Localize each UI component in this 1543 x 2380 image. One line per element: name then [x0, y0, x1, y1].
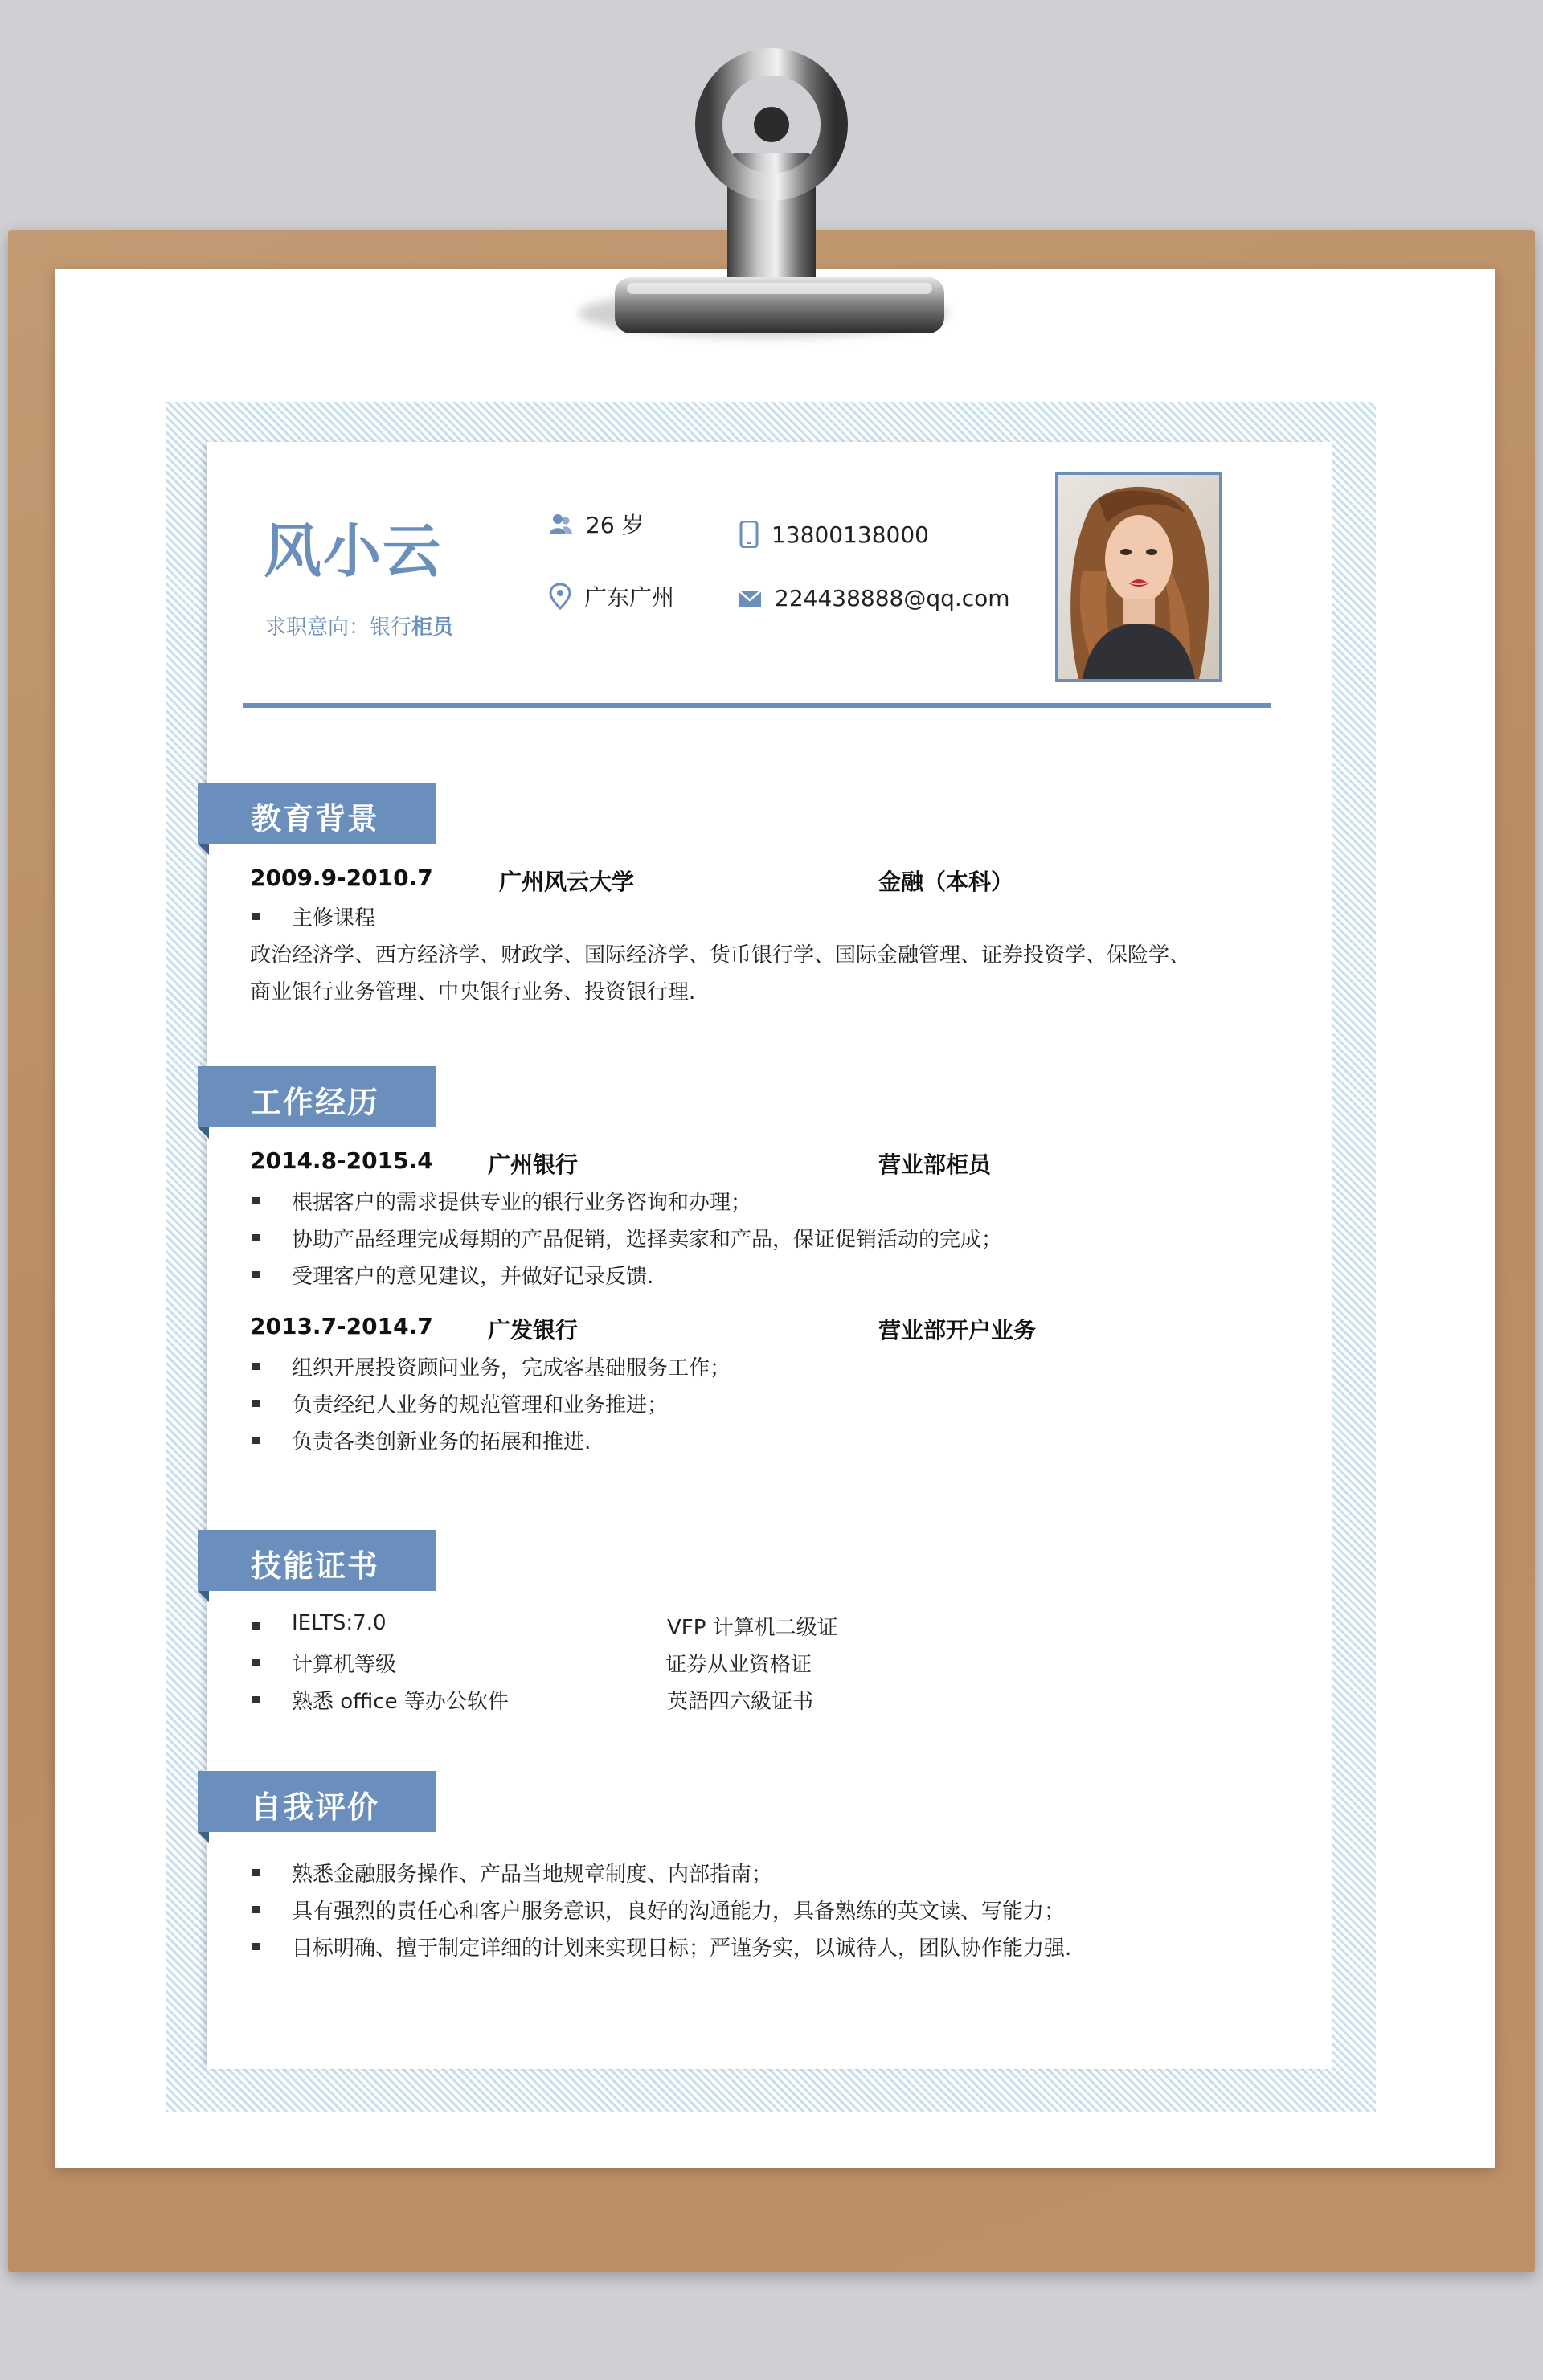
section-label: 技能证书: [251, 1548, 380, 1584]
phone-icon: [739, 521, 759, 548]
job-position: 营业部开户业务: [878, 1317, 1037, 1343]
job-date: 2014.8-2015.4: [250, 1147, 433, 1174]
age-value: 26 岁: [586, 512, 645, 538]
list-item: 主修课程: [292, 902, 375, 931]
location-pin-icon: [549, 583, 571, 610]
section-title-skills: [198, 1530, 436, 1591]
job-intent-role: 柜员: [411, 615, 454, 640]
section-label: 教育背景: [251, 801, 380, 836]
email-value: 224438888@qq.com: [775, 585, 1010, 611]
section-label: 工作经历: [251, 1085, 380, 1120]
job-intent-prefix: 求职意向：银行: [265, 615, 412, 640]
location-info: [549, 580, 674, 612]
list-item: 目标明确、擅于制定详细的计划来实现目标；严谨务实，以诚待人，团队协作能力强.: [292, 1932, 1071, 1961]
courses-line-1: 政治经济学、西方经济学、财政学、国际经济学、货币银行学、国际金融管理、证券投资学、保险学、: [250, 943, 1191, 967]
list-item: 根据客户的需求提供专业的银行业务咨询和办理；: [292, 1186, 751, 1216]
person-icon: [549, 512, 573, 536]
courses-line-2: 商业银行业务管理、中央银行业务、投资银行理.: [250, 980, 696, 1004]
list-item: 组织开展投资顾问业务，完成客基础服务工作；: [292, 1352, 731, 1381]
list-item: 受理客户的意见建议，并做好记录反馈.: [292, 1260, 653, 1290]
section-title-education: [198, 783, 436, 844]
list-item: 熟悉 office 等办公软件: [292, 1685, 509, 1715]
section-label: 自我评价: [251, 1789, 380, 1825]
age-info: [549, 508, 645, 540]
list-item: VFP 计算机二级证: [667, 1616, 838, 1640]
list-item: 协助产品经理完成每期的产品促销，选择卖家和产品，保证促销活动的完成；: [292, 1223, 1002, 1253]
phone-info: [739, 521, 929, 548]
job-date: 2013.7-2014.7: [250, 1313, 433, 1339]
job-position: 营业部柜员: [878, 1151, 992, 1178]
job-intent: [265, 611, 453, 640]
education-school: 广州风云大学: [499, 869, 635, 895]
header-divider: [243, 703, 1271, 708]
mail-icon: [738, 590, 762, 607]
job-company: 广发银行: [488, 1317, 579, 1343]
section-title-self-evaluation: [198, 1771, 436, 1832]
list-item: IELTS:7.0: [292, 1611, 387, 1635]
education-major: 金融（本科）: [878, 869, 1014, 895]
list-item: 英語四六級证书: [667, 1690, 814, 1714]
email-info: [738, 585, 1010, 611]
list-item: 具有强烈的责任心和客户服务意识，良好的沟通能力，具备熟练的英文读、写能力；: [292, 1895, 1065, 1924]
binder-clip-icon: [579, 48, 964, 354]
job-company: 广州银行: [488, 1151, 579, 1178]
list-item: 熟悉金融服务操作、产品当地规章制度、内部指南；: [292, 1858, 772, 1887]
list-item: 负责经纪人业务的规范管理和业务推进；: [292, 1388, 668, 1418]
location-value: 广东广州: [584, 584, 675, 611]
section-title-work: [198, 1066, 436, 1127]
list-item: 计算机等级: [292, 1648, 396, 1678]
list-item: 负责各类创新业务的拓展和推进.: [292, 1425, 591, 1455]
list-item: 证券从业资格证: [665, 1653, 812, 1677]
candidate-name: 风小云: [264, 517, 443, 585]
phone-value: 13800138000: [772, 521, 929, 548]
portrait-photo: [1055, 472, 1222, 682]
education-date: 2009.9-2010.7: [250, 865, 433, 891]
